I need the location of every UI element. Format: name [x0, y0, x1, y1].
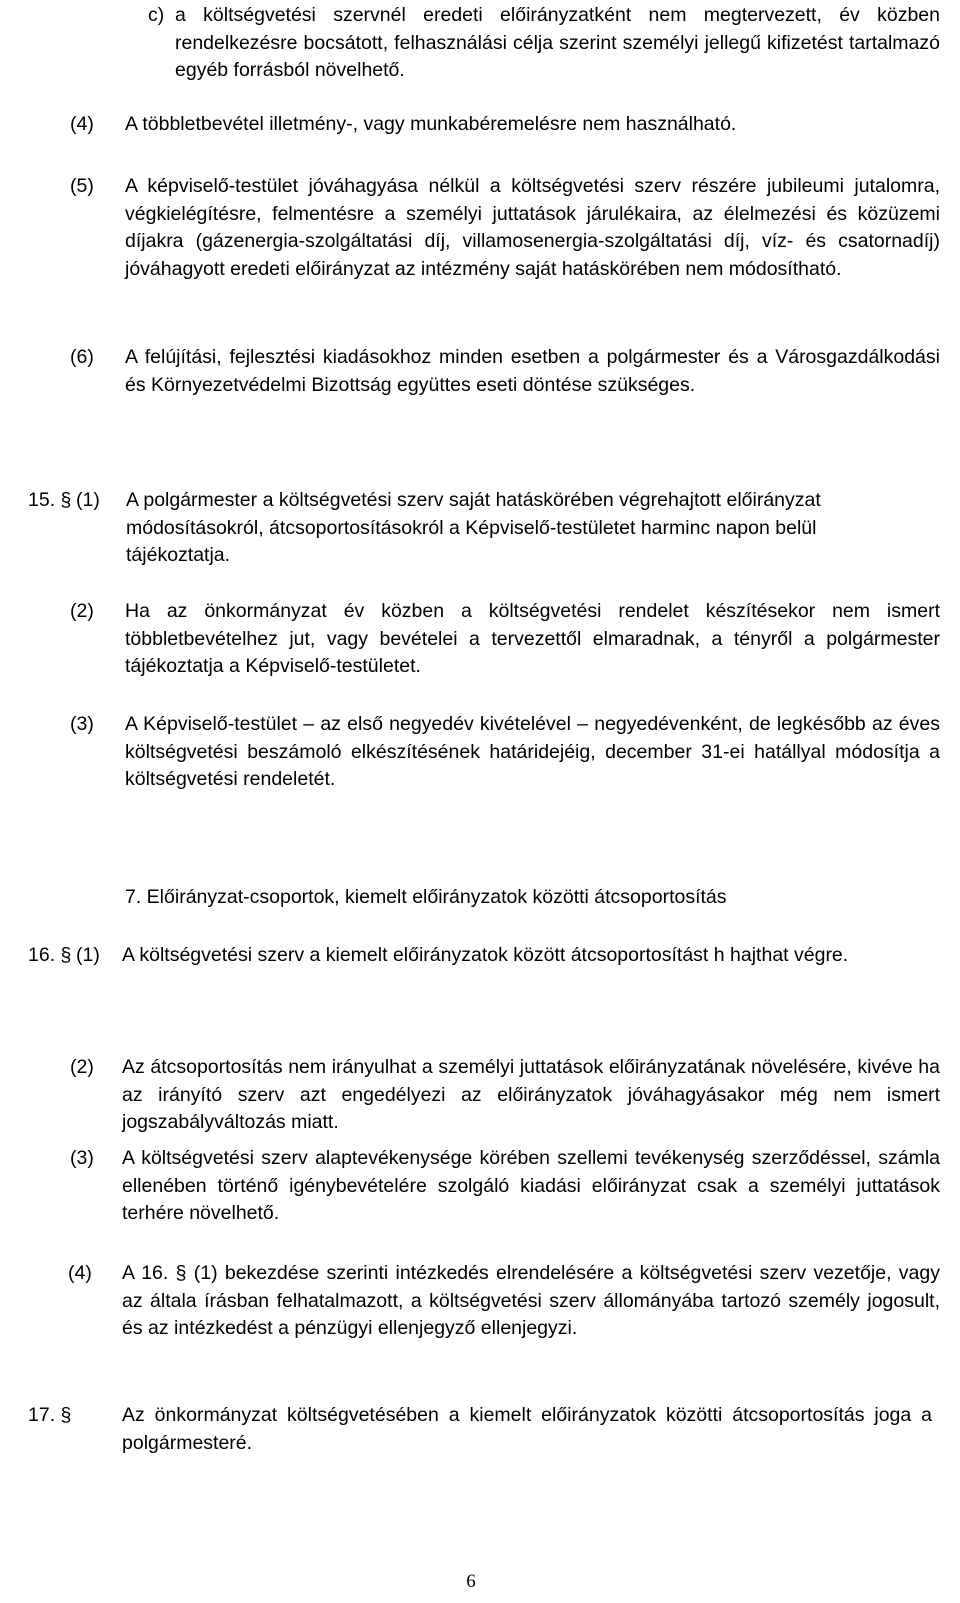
paragraph-marker: (3)	[70, 713, 94, 735]
section-17	[28, 1402, 940, 1458]
paragraph-text: A polgármester a költségvetési szerv saját hatáskörében végrehajtott előirányzat módosításokról, átcsoportosításokról a Képviselő-testületet harminc napon belül tájékoztatja.	[126, 489, 821, 566]
paragraph-text: Az önkormányzat költségvetésében a kiemelt előirányzatok közötti átcsoportosítás joga a polgármesteré.	[122, 1404, 932, 1454]
paragraph-c	[148, 2, 940, 86]
paragraph-marker: (6)	[70, 346, 94, 368]
paragraph-14-6	[70, 344, 940, 428]
section-15-paragraph-3	[70, 711, 940, 823]
page-number: 6	[466, 1571, 476, 1592]
section-number: 15. §	[28, 489, 72, 511]
section-16-paragraph-4	[68, 1260, 940, 1372]
paragraph-text: Az átcsoportosítás nem irányulhat a személyi juttatások előirányzatának növelésére, kivéve ha az irányító szerv azt engedélyezi az előirányzatok jóváhagyásakor még nem ismert jogszabályváltozás miatt.	[122, 1056, 940, 1133]
paragraph-text: A többletbevétel illetmény-, vagy munkabéremelésre nem használható.	[125, 113, 737, 135]
section-15-paragraph-2	[70, 598, 940, 682]
section-15-paragraph-1	[28, 487, 940, 571]
paragraph-text: A képviselő-testület jóváhagyása nélkül a költségvetési szerv részére jubileumi jutalomra, végkielégítésre, felmentésre a személyi juttatások járulékaira, az élelmezési és közüzemi díjakra (gázenergia-szolgáltatási díj, villamosenergia-szolgáltatási díj, víz- és csatornadíj) jóváhagyott eredeti előirányzat az intézmény saját hatáskörében nem módosítható.	[125, 175, 940, 280]
paragraph-text: A költségvetési szerv a kiemelt előirányzatok között átcsoportosítást h hajthat végre.	[122, 944, 849, 966]
paragraph-text: A költségvetési szerv alaptevékenysége körében szellemi tevékenység szerződéssel, számla ellenében történő igénybevételére szolgáló kiadási előirányzat csak a személyi juttatások terhére növelhető.	[122, 1147, 940, 1224]
paragraph-marker: (1)	[76, 489, 100, 511]
paragraph-marker: (2)	[70, 1056, 94, 1078]
paragraph-text: Ha az önkormányzat év közben a költségvetési rendelet készítésekor nem ismert többletbevételhez jut, vagy bevételei a tervezettől elmaradnak, a tényről a polgármester tájékoztatja a Képviselő-testületet.	[125, 600, 940, 677]
paragraph-text: A 16. § (1) bekezdése szerinti intézkedés elrendelésére a költségvetési szerv vezetője, vagy az általa írásban felhatalmazott, a költségvetési szerv állományába tartozó személy jogosult, és az intézkedést a pénzügyi ellenjegyző ellenjegyzi.	[122, 1262, 940, 1339]
paragraph-text: A Képviselő-testület – az első negyedév kivételével – negyedévenként, de legkésőbb az éves költségvetési beszámoló elkészítésének határidejéig, december 31-ei hatállyal módosítja a költségvetési rendeletét.	[125, 713, 940, 790]
paragraph-14-5	[70, 173, 940, 313]
section-number: 17. §	[28, 1404, 72, 1426]
section-number: 16. §	[28, 944, 72, 966]
paragraph-marker: (2)	[70, 600, 94, 622]
section-16-paragraph-2	[70, 1054, 940, 1138]
paragraph-marker: (5)	[70, 175, 94, 197]
paragraph-marker: (4)	[68, 1262, 92, 1284]
paragraph-marker: (1)	[76, 944, 100, 966]
section-16-paragraph-1	[28, 942, 940, 998]
chapter-heading: 7. Előirányzat-csoportok, kiemelt előirányzatok közötti átcsoportosítás	[125, 886, 727, 908]
paragraph-14-4	[70, 111, 940, 141]
paragraph-text: a költségvetési szervnél eredeti előirányzatként nem megtervezett, év közben rendelkezésre bocsátott, felhasználási célja szerint személyi jellegű kifizetést tartalmazó egyéb forrásból növelhető.	[175, 4, 940, 81]
section-16-paragraph-3	[70, 1145, 940, 1229]
paragraph-text: A felújítási, fejlesztési kiadásokhoz minden esetben a polgármester és a Városgazdálkodási és Környezetvédelmi Bizottság együttes eseti döntése szükséges.	[125, 346, 940, 396]
paragraph-marker: (4)	[70, 113, 94, 135]
paragraph-marker: c)	[148, 4, 165, 26]
paragraph-marker: (3)	[70, 1147, 94, 1169]
